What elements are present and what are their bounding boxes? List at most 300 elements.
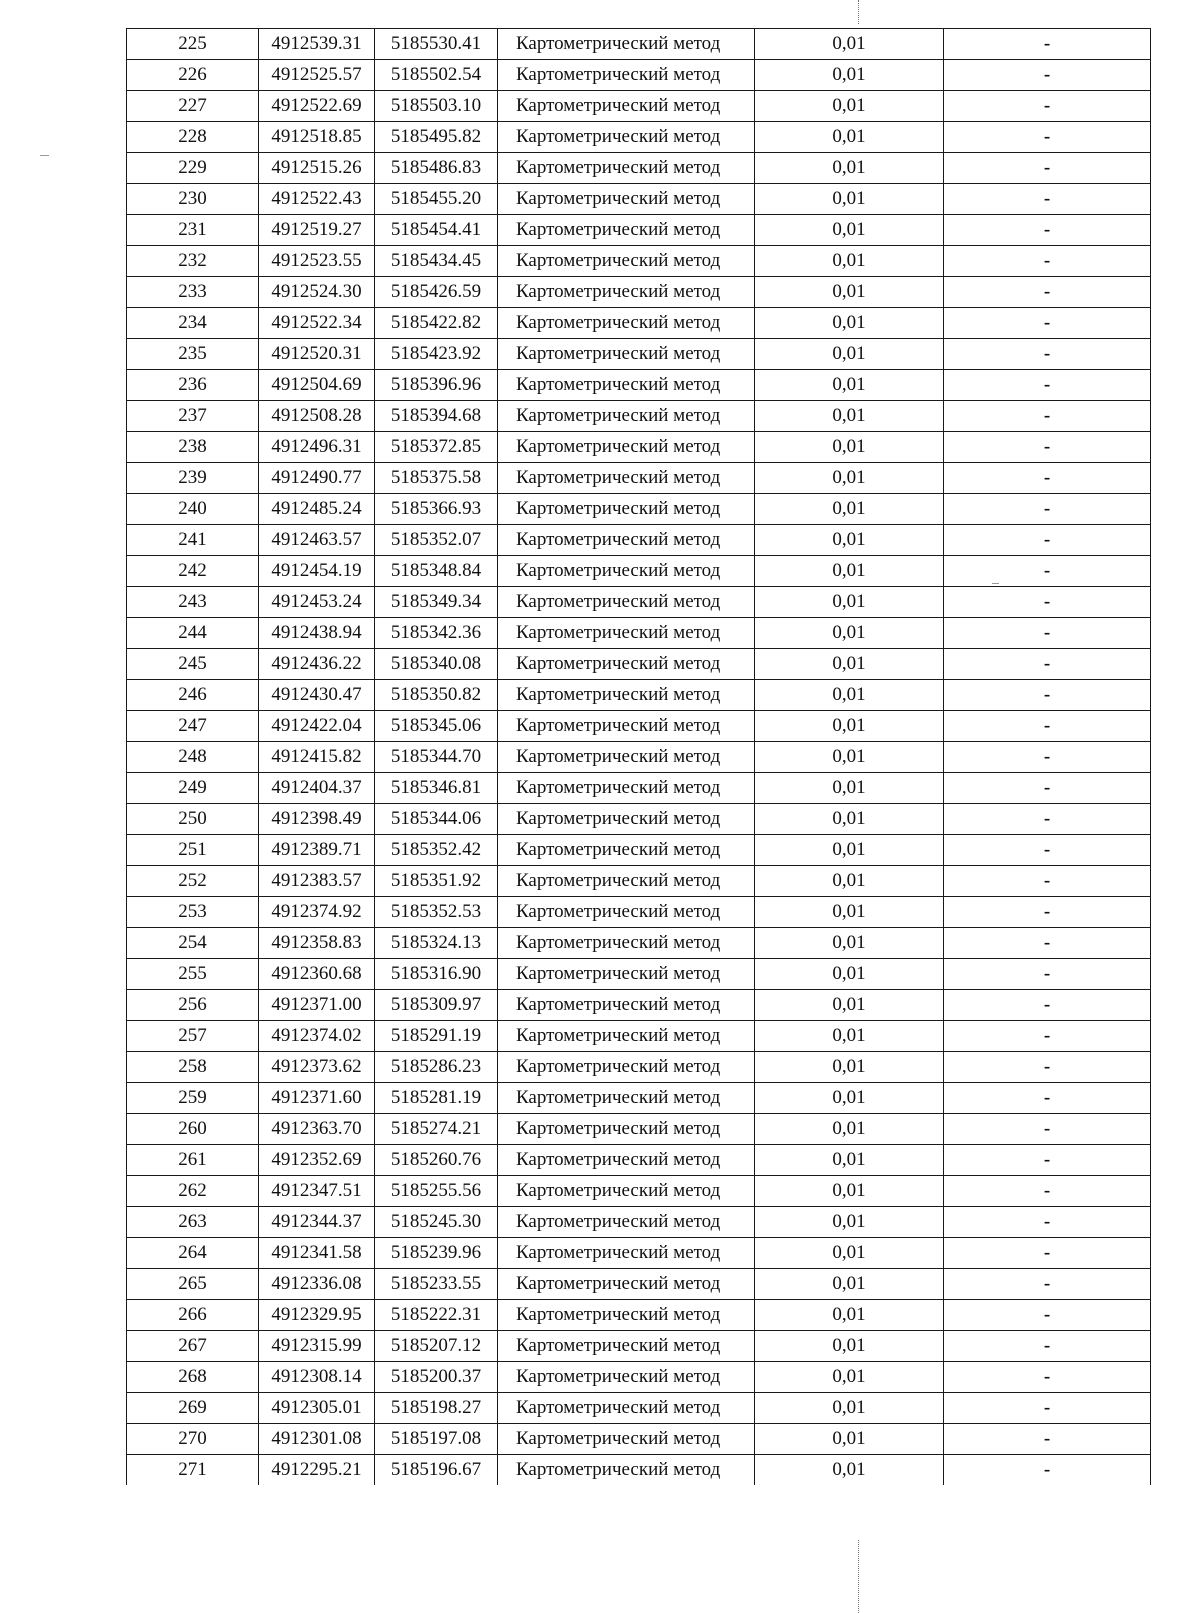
method-cell: Картометрический метод <box>498 866 755 897</box>
y-coordinate: 5185291.19 <box>375 1021 498 1052</box>
note-cell: - <box>944 29 1151 60</box>
y-coordinate: 5185423.92 <box>375 339 498 370</box>
accuracy-cell: 0,01 <box>755 866 944 897</box>
method-cell: Картометрический метод <box>498 1114 755 1145</box>
note-cell: - <box>944 1114 1151 1145</box>
x-coordinate: 4912436.22 <box>259 649 375 680</box>
point-number: 244 <box>127 618 259 649</box>
x-coordinate: 4912504.69 <box>259 370 375 401</box>
accuracy-cell: 0,01 <box>755 711 944 742</box>
point-number: 251 <box>127 835 259 866</box>
x-coordinate: 4912301.08 <box>259 1424 375 1455</box>
table-row <box>127 370 1151 401</box>
y-coordinate: 5185495.82 <box>375 122 498 153</box>
method-cell: Картометрический метод <box>498 1238 755 1269</box>
point-number: 249 <box>127 773 259 804</box>
point-number: 241 <box>127 525 259 556</box>
table-row <box>127 1362 1151 1393</box>
note-cell: - <box>944 1176 1151 1207</box>
note-cell: - <box>944 1207 1151 1238</box>
y-coordinate: 5185346.81 <box>375 773 498 804</box>
x-coordinate: 4912508.28 <box>259 401 375 432</box>
accuracy-cell: 0,01 <box>755 1362 944 1393</box>
method-cell: Картометрический метод <box>498 277 755 308</box>
coordinates-table-body <box>127 29 1151 1486</box>
accuracy-cell: 0,01 <box>755 1238 944 1269</box>
point-number: 231 <box>127 215 259 246</box>
accuracy-cell: 0,01 <box>755 401 944 432</box>
accuracy-cell: 0,01 <box>755 339 944 370</box>
note-cell: - <box>944 60 1151 91</box>
y-coordinate: 5185207.12 <box>375 1331 498 1362</box>
table-row <box>127 1424 1151 1455</box>
y-coordinate: 5185197.08 <box>375 1424 498 1455</box>
note-cell: - <box>944 1424 1151 1455</box>
method-cell: Картометрический метод <box>498 928 755 959</box>
table-row <box>127 897 1151 928</box>
accuracy-cell: 0,01 <box>755 1393 944 1424</box>
point-number: 250 <box>127 804 259 835</box>
method-cell: Картометрический метод <box>498 339 755 370</box>
y-coordinate: 5185352.42 <box>375 835 498 866</box>
y-coordinate: 5185422.82 <box>375 308 498 339</box>
point-number: 228 <box>127 122 259 153</box>
method-cell: Картометрический метод <box>498 1083 755 1114</box>
accuracy-cell: 0,01 <box>755 1176 944 1207</box>
x-coordinate: 4912438.94 <box>259 618 375 649</box>
method-cell: Картометрический метод <box>498 959 755 990</box>
method-cell: Картометрический метод <box>498 1455 755 1486</box>
point-number: 237 <box>127 401 259 432</box>
note-cell: - <box>944 370 1151 401</box>
note-cell: - <box>944 525 1151 556</box>
point-number: 253 <box>127 897 259 928</box>
point-number: 266 <box>127 1300 259 1331</box>
y-coordinate: 5185366.93 <box>375 494 498 525</box>
table-row <box>127 339 1151 370</box>
y-coordinate: 5185245.30 <box>375 1207 498 1238</box>
point-number: 236 <box>127 370 259 401</box>
point-number: 232 <box>127 246 259 277</box>
table-row <box>127 928 1151 959</box>
table-row <box>127 1176 1151 1207</box>
point-number: 262 <box>127 1176 259 1207</box>
x-coordinate: 4912305.01 <box>259 1393 375 1424</box>
method-cell: Картометрический метод <box>498 1362 755 1393</box>
y-coordinate: 5185255.56 <box>375 1176 498 1207</box>
point-number: 248 <box>127 742 259 773</box>
accuracy-cell: 0,01 <box>755 463 944 494</box>
table-row <box>127 711 1151 742</box>
accuracy-cell: 0,01 <box>755 618 944 649</box>
y-coordinate: 5185350.82 <box>375 680 498 711</box>
x-coordinate: 4912341.58 <box>259 1238 375 1269</box>
note-cell: - <box>944 804 1151 835</box>
method-cell: Картометрический метод <box>498 184 755 215</box>
table-row <box>127 525 1151 556</box>
table-row <box>127 835 1151 866</box>
y-coordinate: 5185344.06 <box>375 804 498 835</box>
x-coordinate: 4912519.27 <box>259 215 375 246</box>
note-cell: - <box>944 308 1151 339</box>
accuracy-cell: 0,01 <box>755 1455 944 1486</box>
method-cell: Картометрический метод <box>498 463 755 494</box>
x-coordinate: 4912415.82 <box>259 742 375 773</box>
table-row <box>127 91 1151 122</box>
x-coordinate: 4912522.69 <box>259 91 375 122</box>
method-cell: Картометрический метод <box>498 897 755 928</box>
note-cell: - <box>944 1331 1151 1362</box>
note-cell: - <box>944 1269 1151 1300</box>
accuracy-cell: 0,01 <box>755 370 944 401</box>
method-cell: Картометрический метод <box>498 1052 755 1083</box>
accuracy-cell: 0,01 <box>755 1269 944 1300</box>
method-cell: Картометрический метод <box>498 835 755 866</box>
table-row <box>127 1331 1151 1362</box>
y-coordinate: 5185503.10 <box>375 91 498 122</box>
y-coordinate: 5185316.90 <box>375 959 498 990</box>
x-coordinate: 4912358.83 <box>259 928 375 959</box>
note-cell: - <box>944 773 1151 804</box>
x-coordinate: 4912515.26 <box>259 153 375 184</box>
point-number: 243 <box>127 587 259 618</box>
y-coordinate: 5185348.84 <box>375 556 498 587</box>
y-coordinate: 5185309.97 <box>375 990 498 1021</box>
note-cell: - <box>944 215 1151 246</box>
scan-speck <box>40 155 49 156</box>
table-row <box>127 773 1151 804</box>
table-row <box>127 649 1151 680</box>
point-number: 254 <box>127 928 259 959</box>
point-number: 238 <box>127 432 259 463</box>
y-coordinate: 5185260.76 <box>375 1145 498 1176</box>
table-row <box>127 866 1151 897</box>
method-cell: Картометрический метод <box>498 29 755 60</box>
method-cell: Картометрический метод <box>498 711 755 742</box>
accuracy-cell: 0,01 <box>755 1424 944 1455</box>
note-cell: - <box>944 1145 1151 1176</box>
note-cell: - <box>944 339 1151 370</box>
x-coordinate: 4912373.62 <box>259 1052 375 1083</box>
table-row <box>127 1145 1151 1176</box>
note-cell: - <box>944 122 1151 153</box>
note-cell: - <box>944 1021 1151 1052</box>
method-cell: Картометрический метод <box>498 91 755 122</box>
accuracy-cell: 0,01 <box>755 1052 944 1083</box>
x-coordinate: 4912347.51 <box>259 1176 375 1207</box>
method-cell: Картометрический метод <box>498 1207 755 1238</box>
table-row <box>127 1114 1151 1145</box>
accuracy-cell: 0,01 <box>755 122 944 153</box>
note-cell: - <box>944 432 1151 463</box>
x-coordinate: 4912383.57 <box>259 866 375 897</box>
accuracy-cell: 0,01 <box>755 29 944 60</box>
x-coordinate: 4912389.71 <box>259 835 375 866</box>
accuracy-cell: 0,01 <box>755 1021 944 1052</box>
table-row <box>127 1269 1151 1300</box>
table-row <box>127 122 1151 153</box>
table-row <box>127 804 1151 835</box>
table-row <box>127 432 1151 463</box>
x-coordinate: 4912463.57 <box>259 525 375 556</box>
point-number: 234 <box>127 308 259 339</box>
method-cell: Картометрический метод <box>498 556 755 587</box>
table-row <box>127 246 1151 277</box>
note-cell: - <box>944 742 1151 773</box>
x-coordinate: 4912522.34 <box>259 308 375 339</box>
y-coordinate: 5185434.45 <box>375 246 498 277</box>
fold-mark-top <box>858 0 859 24</box>
y-coordinate: 5185340.08 <box>375 649 498 680</box>
accuracy-cell: 0,01 <box>755 432 944 463</box>
table-row <box>127 1021 1151 1052</box>
accuracy-cell: 0,01 <box>755 308 944 339</box>
x-coordinate: 4912336.08 <box>259 1269 375 1300</box>
note-cell: - <box>944 184 1151 215</box>
point-number: 227 <box>127 91 259 122</box>
accuracy-cell: 0,01 <box>755 1207 944 1238</box>
method-cell: Картометрический метод <box>498 1424 755 1455</box>
table-row <box>127 959 1151 990</box>
x-coordinate: 4912371.60 <box>259 1083 375 1114</box>
table-row <box>127 215 1151 246</box>
point-number: 256 <box>127 990 259 1021</box>
note-cell: - <box>944 866 1151 897</box>
x-coordinate: 4912360.68 <box>259 959 375 990</box>
note-cell: - <box>944 1393 1151 1424</box>
note-cell: - <box>944 711 1151 742</box>
point-number: 240 <box>127 494 259 525</box>
method-cell: Картометрический метод <box>498 153 755 184</box>
note-cell: - <box>944 1455 1151 1486</box>
accuracy-cell: 0,01 <box>755 494 944 525</box>
accuracy-cell: 0,01 <box>755 680 944 711</box>
fold-mark-bottom <box>858 1540 859 1613</box>
note-cell: - <box>944 990 1151 1021</box>
method-cell: Картометрический метод <box>498 401 755 432</box>
x-coordinate: 4912523.55 <box>259 246 375 277</box>
note-cell: - <box>944 618 1151 649</box>
method-cell: Картометрический метод <box>498 308 755 339</box>
note-cell: - <box>944 277 1151 308</box>
accuracy-cell: 0,01 <box>755 649 944 680</box>
table-row <box>127 587 1151 618</box>
accuracy-cell: 0,01 <box>755 1145 944 1176</box>
note-cell: - <box>944 556 1151 587</box>
note-cell: - <box>944 246 1151 277</box>
table-row <box>127 1052 1151 1083</box>
point-number: 235 <box>127 339 259 370</box>
x-coordinate: 4912374.02 <box>259 1021 375 1052</box>
method-cell: Картометрический метод <box>498 649 755 680</box>
table-row <box>127 1455 1151 1486</box>
table-row <box>127 277 1151 308</box>
x-coordinate: 4912522.43 <box>259 184 375 215</box>
table-row <box>127 1393 1151 1424</box>
y-coordinate: 5185345.06 <box>375 711 498 742</box>
y-coordinate: 5185426.59 <box>375 277 498 308</box>
point-number: 261 <box>127 1145 259 1176</box>
accuracy-cell: 0,01 <box>755 277 944 308</box>
table-row <box>127 556 1151 587</box>
x-coordinate: 4912344.37 <box>259 1207 375 1238</box>
y-coordinate: 5185530.41 <box>375 29 498 60</box>
point-number: 268 <box>127 1362 259 1393</box>
point-number: 271 <box>127 1455 259 1486</box>
accuracy-cell: 0,01 <box>755 587 944 618</box>
y-coordinate: 5185396.96 <box>375 370 498 401</box>
y-coordinate: 5185454.41 <box>375 215 498 246</box>
x-coordinate: 4912496.31 <box>259 432 375 463</box>
note-cell: - <box>944 463 1151 494</box>
point-number: 226 <box>127 60 259 91</box>
note-cell: - <box>944 91 1151 122</box>
method-cell: Картометрический метод <box>498 1145 755 1176</box>
y-coordinate: 5185486.83 <box>375 153 498 184</box>
accuracy-cell: 0,01 <box>755 91 944 122</box>
point-number: 230 <box>127 184 259 215</box>
point-number: 246 <box>127 680 259 711</box>
point-number: 267 <box>127 1331 259 1362</box>
accuracy-cell: 0,01 <box>755 184 944 215</box>
x-coordinate: 4912371.00 <box>259 990 375 1021</box>
table-row <box>127 153 1151 184</box>
x-coordinate: 4912398.49 <box>259 804 375 835</box>
table-row <box>127 401 1151 432</box>
table-row <box>127 990 1151 1021</box>
accuracy-cell: 0,01 <box>755 1331 944 1362</box>
accuracy-cell: 0,01 <box>755 1083 944 1114</box>
y-coordinate: 5185196.67 <box>375 1455 498 1486</box>
y-coordinate: 5185239.96 <box>375 1238 498 1269</box>
table-row <box>127 463 1151 494</box>
method-cell: Картометрический метод <box>498 246 755 277</box>
x-coordinate: 4912308.14 <box>259 1362 375 1393</box>
y-coordinate: 5185344.70 <box>375 742 498 773</box>
table-row <box>127 1300 1151 1331</box>
accuracy-cell: 0,01 <box>755 246 944 277</box>
table-row <box>127 1083 1151 1114</box>
accuracy-cell: 0,01 <box>755 928 944 959</box>
point-number: 229 <box>127 153 259 184</box>
x-coordinate: 4912329.95 <box>259 1300 375 1331</box>
note-cell: - <box>944 1362 1151 1393</box>
x-coordinate: 4912363.70 <box>259 1114 375 1145</box>
y-coordinate: 5185502.54 <box>375 60 498 91</box>
y-coordinate: 5185375.58 <box>375 463 498 494</box>
x-coordinate: 4912422.04 <box>259 711 375 742</box>
table-row <box>127 29 1151 60</box>
note-cell: - <box>944 587 1151 618</box>
method-cell: Картометрический метод <box>498 618 755 649</box>
method-cell: Картометрический метод <box>498 742 755 773</box>
x-coordinate: 4912453.24 <box>259 587 375 618</box>
method-cell: Картометрический метод <box>498 1300 755 1331</box>
y-coordinate: 5185200.37 <box>375 1362 498 1393</box>
table-row <box>127 1238 1151 1269</box>
point-number: 259 <box>127 1083 259 1114</box>
accuracy-cell: 0,01 <box>755 1300 944 1331</box>
point-number: 242 <box>127 556 259 587</box>
point-number: 260 <box>127 1114 259 1145</box>
y-coordinate: 5185233.55 <box>375 1269 498 1300</box>
method-cell: Картометрический метод <box>498 1176 755 1207</box>
point-number: 255 <box>127 959 259 990</box>
method-cell: Картометрический метод <box>498 494 755 525</box>
method-cell: Картометрический метод <box>498 1021 755 1052</box>
note-cell: - <box>944 680 1151 711</box>
x-coordinate: 4912524.30 <box>259 277 375 308</box>
y-coordinate: 5185274.21 <box>375 1114 498 1145</box>
y-coordinate: 5185455.20 <box>375 184 498 215</box>
note-cell: - <box>944 928 1151 959</box>
note-cell: - <box>944 401 1151 432</box>
method-cell: Картометрический метод <box>498 773 755 804</box>
note-cell: - <box>944 835 1151 866</box>
x-coordinate: 4912430.47 <box>259 680 375 711</box>
accuracy-cell: 0,01 <box>755 742 944 773</box>
method-cell: Картометрический метод <box>498 215 755 246</box>
y-coordinate: 5185352.53 <box>375 897 498 928</box>
note-cell: - <box>944 494 1151 525</box>
method-cell: Картометрический метод <box>498 122 755 153</box>
y-coordinate: 5185342.36 <box>375 618 498 649</box>
accuracy-cell: 0,01 <box>755 835 944 866</box>
accuracy-cell: 0,01 <box>755 556 944 587</box>
table-row <box>127 308 1151 339</box>
table-row <box>127 60 1151 91</box>
point-number: 270 <box>127 1424 259 1455</box>
table-row <box>127 494 1151 525</box>
accuracy-cell: 0,01 <box>755 990 944 1021</box>
method-cell: Картометрический метод <box>498 1331 755 1362</box>
y-coordinate: 5185352.07 <box>375 525 498 556</box>
point-number: 239 <box>127 463 259 494</box>
accuracy-cell: 0,01 <box>755 773 944 804</box>
y-coordinate: 5185324.13 <box>375 928 498 959</box>
point-number: 225 <box>127 29 259 60</box>
method-cell: Картометрический метод <box>498 587 755 618</box>
table-row <box>127 680 1151 711</box>
note-cell: - <box>944 649 1151 680</box>
point-number: 264 <box>127 1238 259 1269</box>
method-cell: Картометрический метод <box>498 432 755 463</box>
point-number: 265 <box>127 1269 259 1300</box>
table-row <box>127 184 1151 215</box>
x-coordinate: 4912315.99 <box>259 1331 375 1362</box>
point-number: 269 <box>127 1393 259 1424</box>
method-cell: Картометрический метод <box>498 680 755 711</box>
y-coordinate: 5185372.85 <box>375 432 498 463</box>
point-number: 257 <box>127 1021 259 1052</box>
y-coordinate: 5185198.27 <box>375 1393 498 1424</box>
x-coordinate: 4912520.31 <box>259 339 375 370</box>
accuracy-cell: 0,01 <box>755 525 944 556</box>
point-number: 247 <box>127 711 259 742</box>
table-row <box>127 618 1151 649</box>
accuracy-cell: 0,01 <box>755 153 944 184</box>
point-number: 233 <box>127 277 259 308</box>
table-row <box>127 1207 1151 1238</box>
x-coordinate: 4912404.37 <box>259 773 375 804</box>
accuracy-cell: 0,01 <box>755 897 944 928</box>
method-cell: Картометрический метод <box>498 60 755 91</box>
y-coordinate: 5185281.19 <box>375 1083 498 1114</box>
x-coordinate: 4912374.92 <box>259 897 375 928</box>
point-number: 263 <box>127 1207 259 1238</box>
note-cell: - <box>944 1052 1151 1083</box>
x-coordinate: 4912539.31 <box>259 29 375 60</box>
